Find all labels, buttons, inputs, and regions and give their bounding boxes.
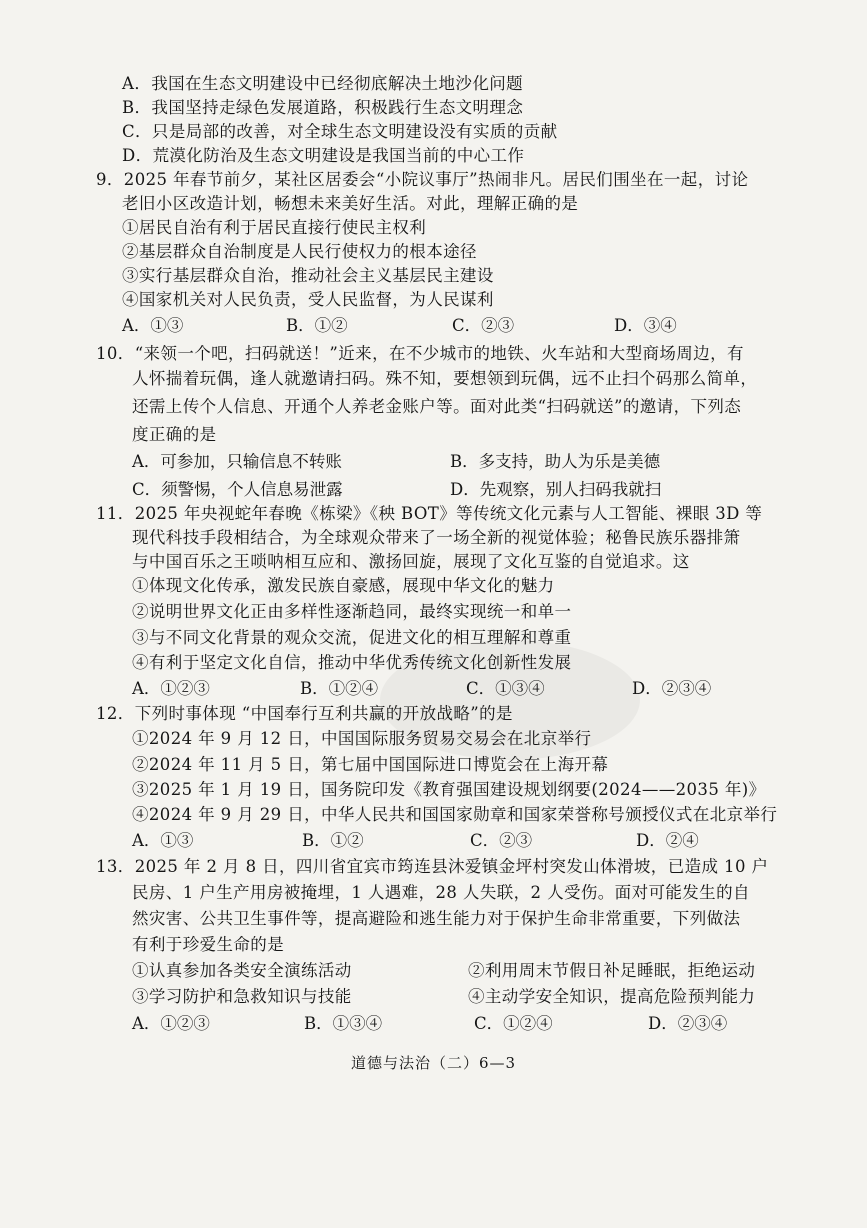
q11-option-a: A．①②③	[132, 679, 210, 698]
q11-option-c: C．①③④	[466, 679, 545, 698]
q12-option-c: C．②③	[470, 831, 533, 850]
q9-option-c: C．②③	[452, 316, 515, 335]
q9-option-d: D．③④	[614, 316, 677, 335]
q12-option-a: A．①③	[132, 831, 194, 850]
q10-stem-line-2: 人怀揣着玩偶，逢人就邀请扫码。殊不知，要想领到玩偶，远不止扫个码那么简单，	[132, 369, 758, 388]
q10-stem-line-1: 10．“来领一个吧，扫码就送！”近来，在不少城市的地铁、火车站和大型商场周边，有	[96, 344, 744, 363]
q9-item-2: ②基层群众自治制度是人民行使权力的根本途径	[122, 242, 477, 261]
q11-item-1: ①体现文化传承，激发民族自豪感，展现中华文化的魅力	[132, 576, 555, 595]
q12-item-1: ①2024 年 9 月 12 日，中国国际服务贸易交易会在北京举行	[132, 729, 592, 748]
q13-option-a: A．①②③	[132, 1014, 210, 1033]
q8-option-b: B．我国坚持走绿色发展道路，积极践行生态文明理念	[122, 98, 524, 117]
q11-option-d: D．②③④	[632, 679, 712, 698]
q10-stem-line-3: 还需上传个人信息、开通个人养老金账户等。面对此类“扫码就送”的邀请，下列态	[132, 397, 742, 416]
page-footer: 道德与法治（二）6—3	[350, 1054, 517, 1072]
q8-option-a: A．我国在生态文明建设中已经彻底解决土地沙化问题	[122, 74, 524, 93]
q11-stem-line-2: 现代科技手段相结合，为全球观众带来了一场全新的视觉体验；秘鲁民族乐器排箫	[132, 528, 741, 547]
q11-stem-line-1: 11．2025 年央视蛇年春晚《栋梁》《秧 BOT》等传统文化元素与人工智能、裸眼 3D 等	[96, 504, 763, 523]
q11-item-4: ④有利于坚定文化自信，推动中华优秀传统文化创新性发展	[132, 653, 572, 672]
q13-stem-line-4: 有利于珍爱生命的是	[132, 935, 285, 954]
q13-option-c: C．①②④	[474, 1014, 553, 1033]
q9-item-4: ④国家机关对人民负责，受人民监督，为人民谋利	[122, 290, 494, 309]
q10-option-d: D．先观察，别人扫码我就扫	[450, 480, 662, 499]
q10-stem-line-4: 度正确的是	[132, 425, 217, 444]
q13-item-4: ④主动学安全知识，提高危险预判能力	[468, 987, 756, 1006]
q9-item-1: ①居民自治有利于居民直接行使民主权利	[122, 218, 427, 237]
q13-item-2: ②利用周末节假日补足睡眠，拒绝运动	[468, 961, 756, 980]
q9-option-a: A．①③	[122, 316, 184, 335]
q13-stem-line-1: 13．2025 年 2 月 8 日，四川省宜宾市筠连县沐爱镇金坪村突发山体滑坡，已造成 10 户	[96, 857, 769, 876]
q12-item-4: ④2024 年 9 月 29 日，中华人民共和国国家勋章和国家荣誉称号颁授仪式在北京举行	[132, 805, 778, 824]
q13-option-b: B．①③④	[304, 1014, 383, 1033]
q8-option-c: C．只是局部的改善，对全球生态文明建设没有实质的贡献	[122, 122, 558, 141]
q11-stem-line-3: 与中国百乐之王唢呐相互应和、激扬回旋，展现了文化互鉴的自觉追求。这	[132, 552, 690, 571]
q13-option-d: D．②③④	[648, 1014, 728, 1033]
q11-option-b: B．①②④	[300, 679, 379, 698]
q12-option-d: D．②④	[636, 831, 699, 850]
q12-stem: 12．下列时事体现 “中国奉行互利共赢的开放战略”的是	[96, 704, 513, 723]
q13-item-3: ③学习防护和急救知识与技能	[132, 987, 352, 1006]
q8-option-d: D．荒漠化防治及生态文明建设是我国当前的中心工作	[122, 146, 525, 165]
q13-item-1: ①认真参加各类安全演练活动	[132, 961, 352, 980]
q12-item-2: ②2024 年 11 月 5 日，第七届中国国际进口博览会在上海开幕	[132, 755, 609, 774]
q9-item-3: ③实行基层群众自治，推动社会主义基层民主建设	[122, 266, 494, 285]
q11-item-3: ③与不同文化背景的观众交流，促进文化的相互理解和尊重	[132, 628, 572, 647]
q13-stem-line-3: 然灾害、公共卫生事件等，提高避险和逃生能力对于保护生命非常重要，下列做法	[132, 909, 741, 928]
q10-option-a: A．可参加，只输信息不转账	[132, 452, 342, 471]
q9-stem-line-2: 老旧小区改造计划，畅想未来美好生活。对此，理解正确的是	[122, 194, 579, 213]
q9-stem-line-1: 9．2025 年春节前夕，某社区居委会“小院议事厅”热闹非凡。居民们围坐在一起，讨论	[96, 170, 749, 189]
q13-stem-line-2: 民房、1 户生产用房被掩埋，1 人遇难，28 人失联，2 人受伤。面对可能发生的自	[132, 883, 750, 902]
q12-option-b: B．①②	[302, 831, 364, 850]
q10-option-c: C．须警惕，个人信息易泄露	[132, 480, 343, 499]
q11-item-2: ②说明世界文化正由多样性逐渐趋同，最终实现统一和单一	[132, 602, 572, 621]
q10-option-b: B．多支持，助人为乐是美德	[450, 452, 661, 471]
q12-item-3: ③2025 年 1 月 19 日，国务院印发《教育强国建设规划纲要(2024——2035 年)》	[132, 780, 766, 799]
q9-option-b: B．①②	[286, 316, 348, 335]
